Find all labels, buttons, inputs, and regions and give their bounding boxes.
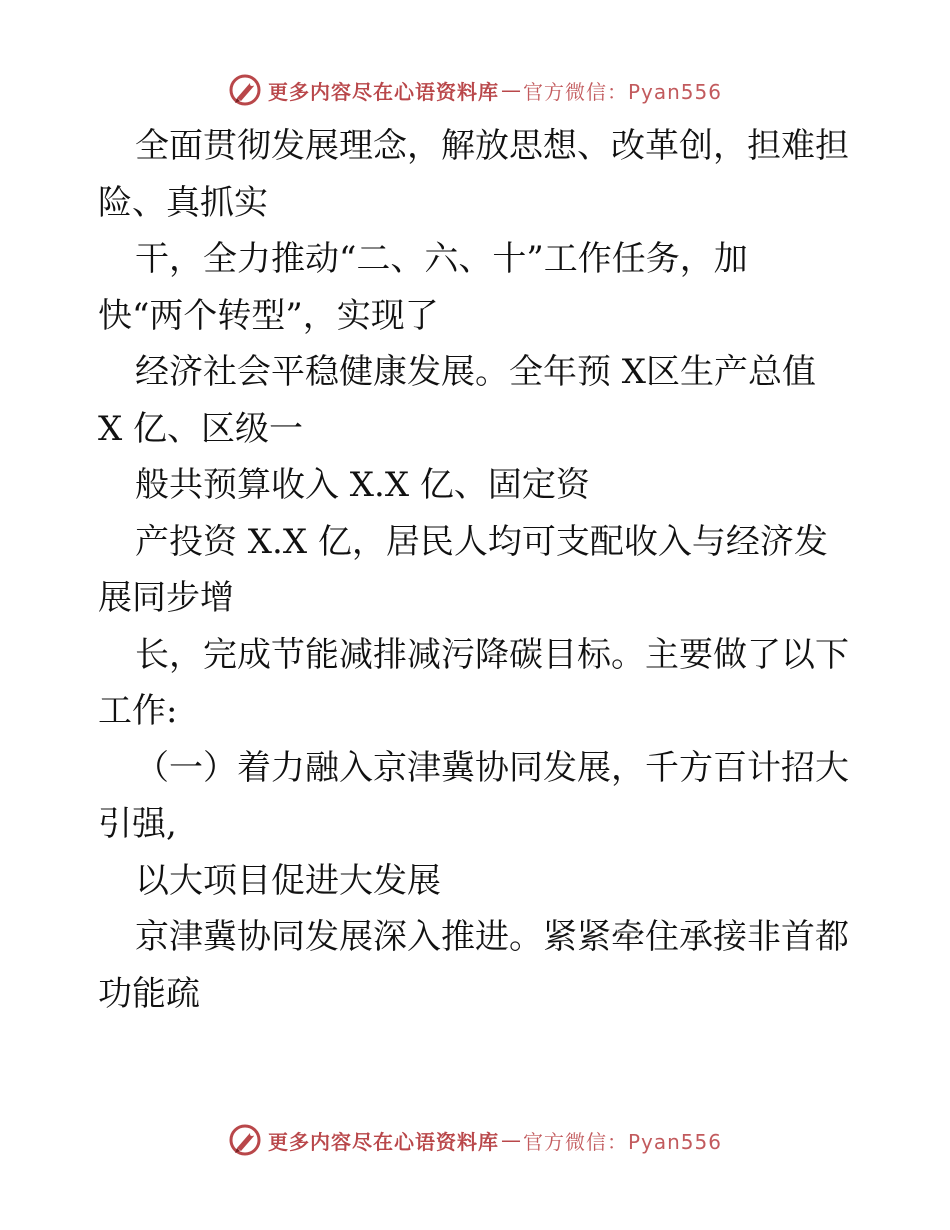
watermark-separator: — [500, 1128, 521, 1152]
watermark-separator: — [500, 78, 521, 102]
text-line: 工作: [98, 691, 178, 731]
pen-logo-icon [228, 1123, 262, 1157]
pen-logo-icon [228, 73, 262, 107]
watermark-text [268, 1126, 722, 1155]
text-line: 长，完成节能减排减污降碳目标。主要做了以下 [135, 634, 849, 675]
text-line: 般共预算收入 X.X 亿、固定资 [135, 465, 590, 505]
text-line: 全面贯彻发展理念，解放思想、改革创，担难担 [135, 126, 849, 166]
text-line: X 亿、区级一 [98, 408, 304, 449]
watermark-main-text: 更多内容尽在心语资料库 [267, 1129, 499, 1154]
text-line: 干，全力推动“二、六、十”工作任务，加 [135, 239, 748, 279]
text-line: 险、真抓实 [98, 182, 268, 223]
text-line: 京津冀协同发展深入推进。紧紧牵住承接非首都 [135, 917, 849, 957]
text-line: 以大项目促进大发展 [135, 860, 441, 901]
footer-watermark [0, 1120, 950, 1160]
text-line: 经济社会平稳健康发展。全年预 X区生产总值 [135, 352, 817, 392]
section-heading: （一）着力融入京津冀协同发展，千方百计招大 [135, 747, 849, 788]
text-line: 快“两个转型”，实现了 [98, 295, 439, 336]
text-line: 展同步增 [98, 578, 234, 618]
watermark-wechat-text: 官方微信：Pyan556 [522, 1129, 722, 1154]
watermark-text [268, 76, 722, 105]
watermark-main-text: 更多内容尽在心语资料库 [267, 79, 499, 104]
text-line: 功能疏 [98, 973, 200, 1014]
watermark-wechat-text: 官方微信：Pyan556 [522, 79, 722, 104]
header-watermark [0, 70, 950, 110]
text-line: 产投资 X.X 亿，居民人均可支配收入与经济发 [135, 521, 828, 562]
text-line: 引强, [98, 804, 177, 844]
document-body [98, 118, 858, 1022]
